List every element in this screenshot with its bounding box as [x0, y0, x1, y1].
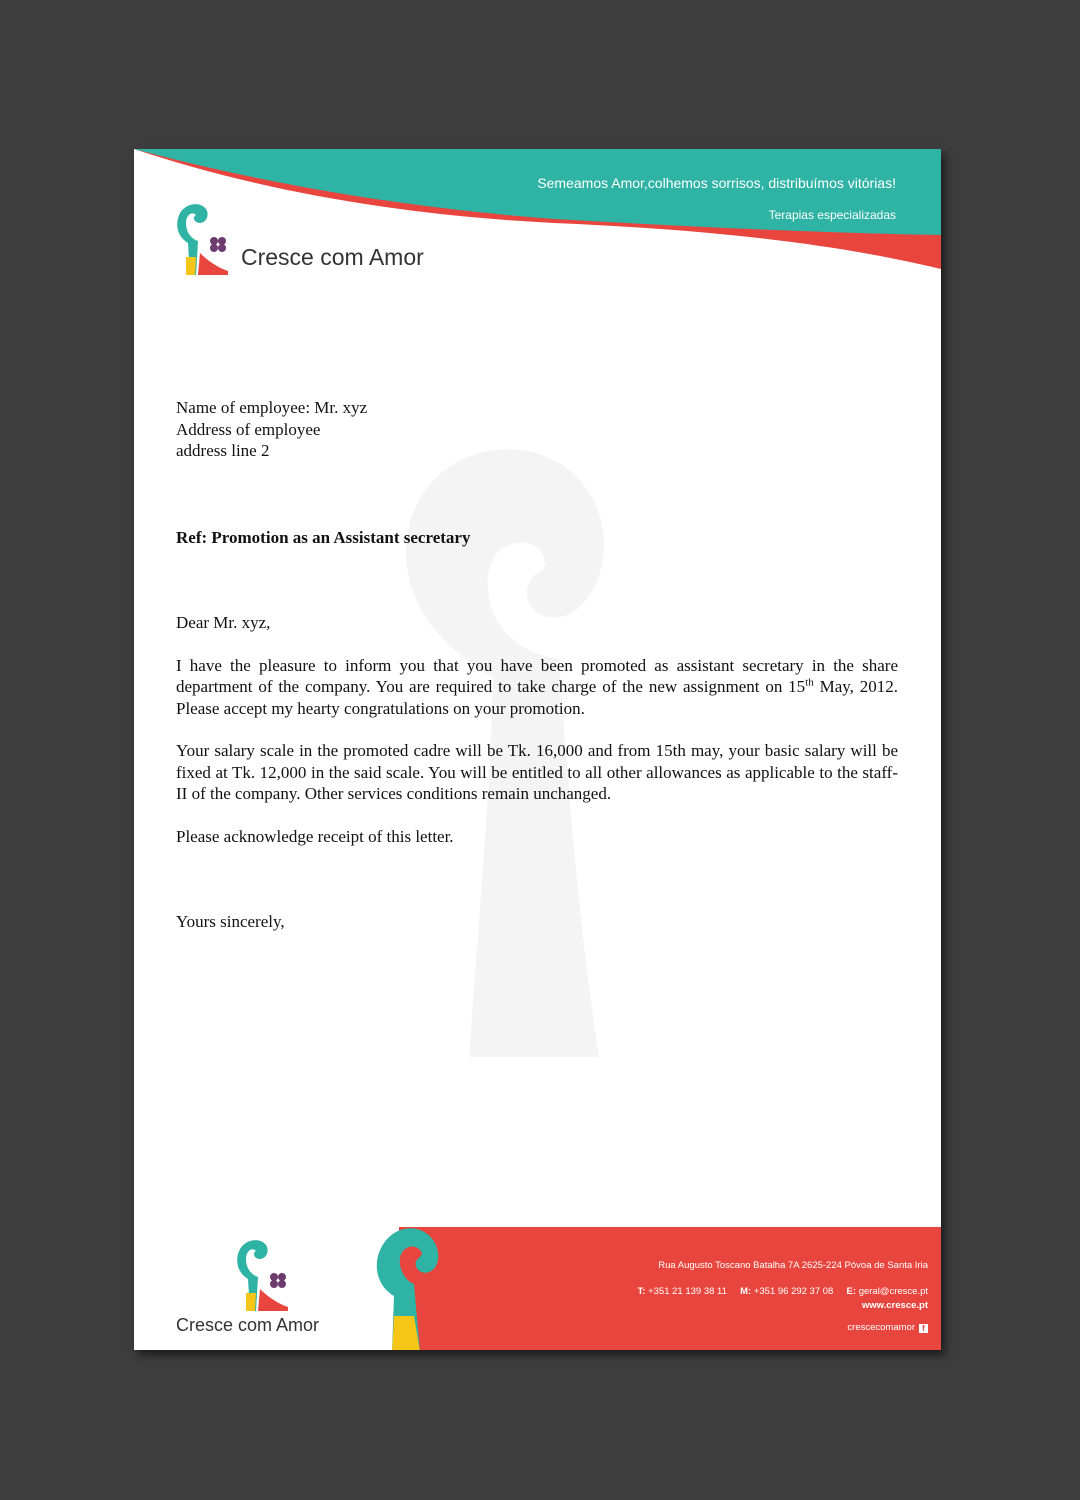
- footer-phones: [638, 1286, 928, 1297]
- paragraph-3: Please acknowledge receipt of this letter.: [176, 826, 454, 846]
- letter-body: [176, 397, 898, 933]
- website-link[interactable]: www.cresce.pt: [861, 1300, 928, 1311]
- email-link[interactable]: geral@cresce.pt: [858, 1286, 928, 1297]
- mobile-number[interactable]: +351 96 292 37 08: [753, 1286, 834, 1297]
- reference-line: Ref: Promotion as an Assistant secretary: [176, 527, 471, 547]
- brand-name: Cresce com Amor: [241, 244, 424, 270]
- header-subtagline: Terapias especializadas: [768, 208, 896, 222]
- footer-brand-logo-icon: [234, 1237, 294, 1312]
- paragraph-1-text-b: May, 2012. Please accept my hearty congratulations on your promotion.: [176, 677, 898, 718]
- tel-number[interactable]: +351 21 139 38 11: [648, 1286, 727, 1297]
- paragraph-2: Your salary scale in the promoted cadre will be Tk. 16,000 and from 15th may, your basic salary will be fixed at Tk. 12,000 in the said scale. You will be entitled to all other allowances as applicable to the staff-II of the company. Other services conditions remain unchanged.: [176, 741, 898, 803]
- footer-address: Rua Augusto Toscano Batalha 7A 2625-224 Póvoa de Santa Iria: [658, 1260, 928, 1271]
- paragraph-1-text-a: I have the pleasure to inform you that you have been promoted as assistant secretary in the share department of the company. You are required to take charge of the new assignment on 15: [176, 655, 898, 696]
- employee-address-line1: Address of employee: [176, 419, 321, 439]
- facebook-handle[interactable]: [847, 1322, 928, 1333]
- employee-address-line2: address line 2: [176, 441, 270, 460]
- employee-name-line: Name of employee: Mr. xyz: [176, 398, 368, 417]
- header-tagline: Semeamos Amor,colhemos sorrisos, distribuímos vitórias!: [537, 175, 896, 191]
- salutation: Dear Mr. xyz,: [176, 613, 271, 632]
- facebook-name: crescecomamor: [847, 1322, 915, 1333]
- tel-label: T:: [637, 1286, 646, 1297]
- paragraph-1-superscript: th: [805, 676, 814, 689]
- paragraph-1: [176, 655, 898, 720]
- closing: Yours sincerely,: [176, 912, 285, 931]
- facebook-icon: f: [919, 1324, 928, 1333]
- brand-logo-icon: [174, 201, 234, 276]
- mobile-label: M:: [740, 1286, 752, 1297]
- footer-big-logo-icon: [374, 1224, 444, 1350]
- footer-brand-name: Cresce com Amor: [176, 1315, 320, 1335]
- letterhead-page: [134, 149, 941, 1350]
- email-label: E:: [846, 1286, 857, 1297]
